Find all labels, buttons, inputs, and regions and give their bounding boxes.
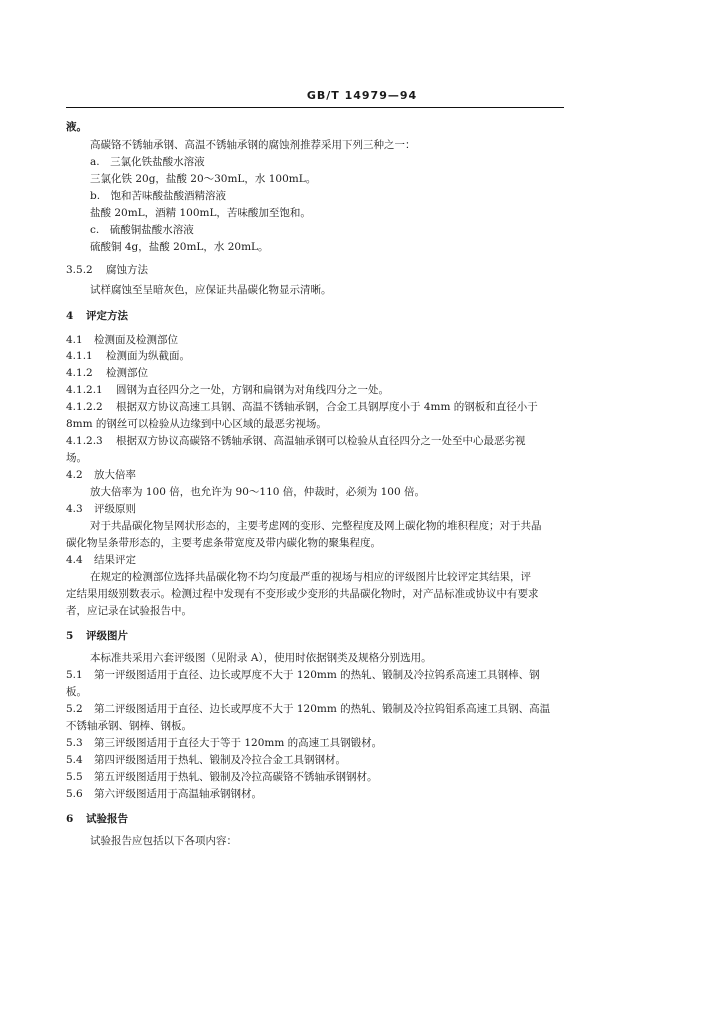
section-title: 试验报告 [86,813,128,825]
section-5-1-cont: 板。 [66,686,87,698]
section-number: 4.1.2.2 [66,401,103,413]
section-3-5-2-body: 试样腐蚀至呈暗灰色，应保证共晶碳化物显示清晰。 [90,284,332,296]
section-text: 根据双方协议高速工具钢、高温不锈轴承钢，合金工具钢厚度小于 4mm 的钢板和直径小于 [116,401,538,413]
section-4-2-heading [66,468,566,482]
section-number: 4.1.2.1 [66,384,103,396]
section-4-4-body-1: 在规定的检测部位选择共晶碳化物不均匀度最严重的视场与相应的评级图片比较评定其结果，评 [90,571,531,583]
section-4-1-1 [66,349,566,363]
section-text: 第五评级图适用于热轧、锻制及冷拉高碳铬不锈轴承钢钢材。 [94,771,378,783]
section-number: 4.1.2 [66,367,93,379]
section-4-1-2-2 [66,400,566,414]
etchant-intro: 高碳铬不锈轴承钢、高温不锈轴承钢的腐蚀剂推荐采用下列三种之一： [90,139,416,151]
section-4-3-body-1: 对于共晶碳化物呈网状形态的，主要考虑网的变形、完整程度及网上碳化物的堆积程度；对于共晶 [90,520,542,532]
section-number: 6 [66,813,74,825]
section-4-1-2-1 [66,383,566,397]
section-6-body: 试验报告应包括以下各项内容： [90,835,237,847]
section-text: 圆钢为直径四分之一处，方钢和扁钢为对角线四分之一处。 [116,384,389,396]
section-number: 5.4 [66,754,83,766]
section-5-3 [66,736,566,750]
section-4-4-body-2: 定结果用级别数表示。检测过程中发现有不变形或少变形的共晶碳化物时，对产品标准或协议中有要求 [66,588,539,600]
section-6-heading [66,812,566,826]
section-4-1-2 [66,366,566,380]
standard-code-header: GB/T 14979—94 [306,89,418,102]
section-4-4-body-3: 者，应记录在试验报告中。 [66,605,192,617]
section-number: 4.4 [66,554,83,566]
section-text: 第二评级图适用于直径、边长或厚度不大于 120mm 的热轧、锻制及冷拉钨钼系高速工具钢、高温 [94,703,551,715]
section-5-6 [66,787,566,801]
section-number: 4.1 [66,334,83,346]
section-number: 5.3 [66,737,83,749]
section-number: 5 [66,630,74,642]
etchant-b-title: b. 饱和苦味酸盐酸酒精溶液 [90,190,227,202]
section-5-1 [66,668,566,682]
section-4-1-2-3 [66,434,566,448]
section-3-5-2-heading [66,263,566,277]
section-5-4 [66,753,566,767]
section-4-1-heading [66,333,566,347]
section-title: 评级图片 [86,630,128,642]
section-title: 结果评定 [94,554,136,566]
section-number: 3.5.2 [66,264,93,276]
section-number: 5.1 [66,669,83,681]
section-title: 评级原则 [94,503,136,515]
section-number: 5.2 [66,703,83,715]
section-4-1-2-2-cont: 8mm 的钢丝可以检验从边缘到中心区域的最恶劣视场。 [66,418,327,430]
section-text: 第四评级图适用于热轧、锻制及冷拉合金工具钢钢材。 [94,754,346,766]
section-4-2-body: 放大倍率为 100 倍，也允许为 90～110 倍，仲裁时，必须为 100 倍。 [90,486,426,498]
section-4-1-2-3-cont: 场。 [66,452,87,464]
section-4-4-heading [66,553,566,567]
section-text: 第三评级图适用于直径大于等于 120mm 的高速工具钢锻材。 [94,737,383,749]
section-title: 检测面及检测部位 [94,334,178,346]
section-number: 4.1.2.3 [66,435,103,447]
section-5-2-cont: 不锈轴承钢、钢棒、钢板。 [66,720,192,732]
section-text: 根据双方协议高碳铬不锈轴承钢、高温轴承钢可以检验从直径四分之一处至中心最恶劣视 [116,435,526,447]
section-number: 5.5 [66,771,83,783]
section-text: 第六评级图适用于高温轴承钢钢材。 [94,788,262,800]
continued-text: 液。 [66,121,87,133]
etchant-a-body: 三氯化铁 20g，盐酸 20～30mL，水 100mL。 [90,173,317,185]
section-number: 4.1.1 [66,350,93,362]
section-text: 第一评级图适用于直径、边长或厚度不大于 120mm 的热轧、锻制及冷拉钨系高速工具钢棒、钢 [94,669,540,681]
section-title: 腐蚀方法 [106,264,148,276]
section-5-body: 本标准共采用六套评级图（见附录 A），使用时依据钢类及规格分别选用。 [90,652,432,664]
section-5-2 [66,702,566,716]
section-number: 4.2 [66,469,83,481]
section-4-3-body-2: 碳化物呈条带形态的，主要考虑条带宽度及带内碳化物的聚集程度。 [66,537,381,549]
section-4-3-heading [66,502,566,516]
section-5-heading [66,629,566,643]
section-number: 4 [66,310,74,322]
section-title: 放大倍率 [94,469,136,481]
header-rule [66,107,564,108]
section-5-5 [66,770,566,784]
etchant-c-body: 硫酸铜 4g，盐酸 20mL，水 20mL。 [90,241,269,253]
etchant-b-body: 盐酸 20mL，酒精 100mL，苦味酸加至饱和。 [90,207,311,219]
section-text: 检测面为纵截面。 [106,350,190,362]
section-text: 检测部位 [106,367,148,379]
section-title: 评定方法 [86,310,128,322]
etchant-a-title: a. 三氯化铁盐酸水溶液 [90,156,205,168]
section-number: 4.3 [66,503,83,515]
section-number: 5.6 [66,788,83,800]
section-4-heading [66,309,566,323]
etchant-c-title: c. 硫酸铜盐酸水溶液 [90,224,194,236]
